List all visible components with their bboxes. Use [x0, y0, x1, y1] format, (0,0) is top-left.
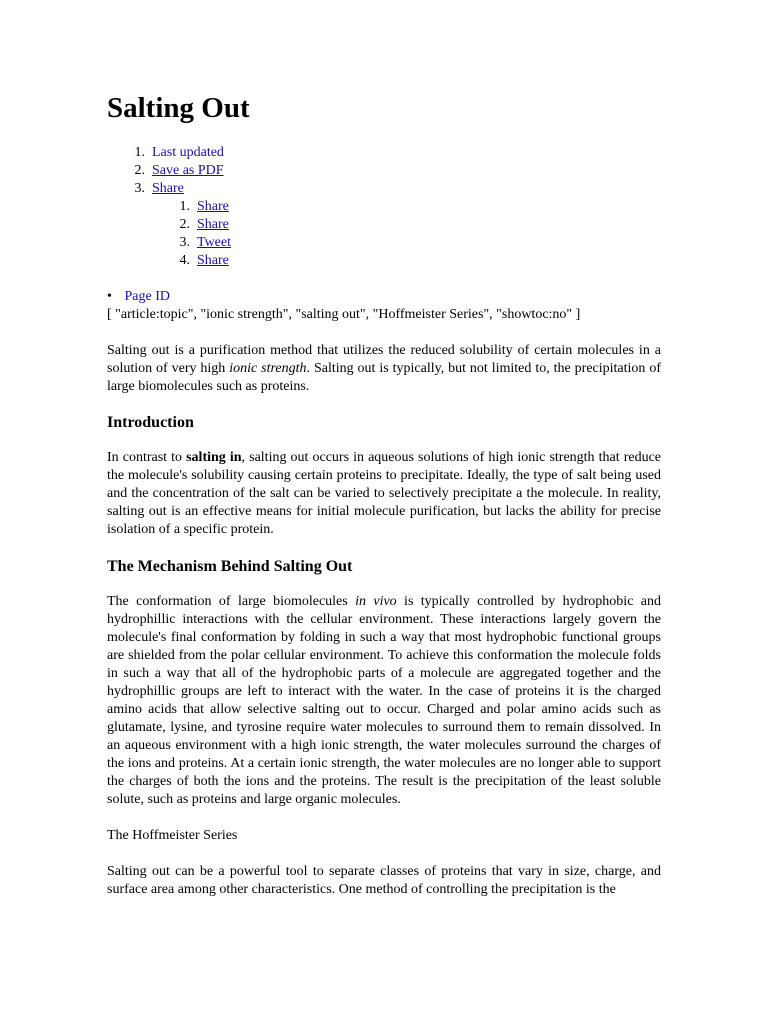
page-title: Salting Out — [107, 92, 250, 124]
bullet-icon: • — [107, 289, 112, 304]
hoffmeister-heading: The Hoffmeister Series — [107, 828, 238, 843]
introduction-paragraph — [107, 449, 661, 539]
article — [107, 90, 661, 899]
share-item — [107, 252, 661, 270]
toc-item-save-pdf — [107, 162, 661, 180]
save-as-pdf-link[interactable]: Save as PDF — [152, 163, 224, 178]
hoffmeister-paragraph: Salting out can be a powerful tool to separate classes of proteins that vary in size, charge, and surface area among other characteristics. One method of controlling the precipitation is the — [107, 864, 661, 897]
toc-number: 3. — [134, 181, 145, 196]
introduction-text-1: In contrast to — [107, 450, 187, 465]
intro-text-1: Salting out is a purification method that utilizes the reduced solubility of certain molecules in a solution of very high — [107, 343, 661, 376]
share-link-4[interactable]: Share — [197, 253, 229, 268]
mechanism-text-2: is typically controlled by hydrophobic and hydrophillic interactions with the cellular environment. These interactions largely govern the molecule's final conformation by folding in such a way that most hydrophobic functional groups are shielded from the polar cellular environment. To achieve this conformation the molecule folds in such a way that all of the hydrophobic parts of a molecule are aggregated together and the hydrophillic groups are left to interact with the water. In the case of proteins it is the charged amino acids that allow selective salting out to occur. Charged and polar amino acids such as glutamate, lysine, and tyrosine require water molecules to surround them to remain dissolved. In an aqueous environment with a high ionic strength, the water molecules surround the charges of the ions and proteins. At a certain ionic strength, the water molecules are no longer able to support the charges of both the ions and the proteins. The result is the precipitation of the least soluble solute, such as proteins and large organic molecules. — [107, 594, 661, 807]
toc-number: 1. — [179, 199, 190, 214]
mechanism-text-1: The conformation of large biomolecules — [107, 594, 356, 609]
share-item — [107, 234, 661, 252]
share-link-1[interactable]: Share — [197, 199, 229, 214]
page-id-link[interactable]: Page ID — [124, 289, 170, 304]
mechanism-heading: The Mechanism Behind Salting Out — [107, 558, 353, 575]
ionic-strength-term: ionic strength — [229, 361, 307, 376]
share-link-2[interactable]: Share — [197, 217, 229, 232]
salting-in-term: salting in — [186, 450, 242, 465]
in-vivo-term: in vivo — [355, 594, 397, 609]
toc-number: 1. — [134, 145, 145, 160]
introduction-text-2: , salting out occurs in aqueous solutions of high ionic strength that reduce the molecule's solubility causing certain proteins to precipitate. Ideally, the type of salt being used and the concentration of the salt can be varied to selectively precipitate a the molecule. In reality, salting out is an effective means for initial molecule purification, but lacks the ability for precise isolation of a specific protein. — [107, 450, 661, 537]
introduction-heading: Introduction — [107, 414, 194, 431]
intro-paragraph — [107, 342, 661, 396]
tags-line: [ "article:topic", "ionic strength", "salting out", "Hoffmeister Series", "showtoc:no" ] — [107, 307, 581, 322]
toc-item-last-updated — [107, 144, 661, 162]
mechanism-paragraph — [107, 593, 661, 809]
toc-number: 2. — [179, 217, 190, 232]
toc-number: 3. — [179, 235, 190, 250]
intro-text-2: . Salting out is typically, but not limited to, the precipitation of large biomolecules such as proteins. — [107, 361, 661, 394]
toc-number: 4. — [179, 253, 190, 268]
share-item — [107, 216, 661, 234]
tweet-link[interactable]: Tweet — [197, 235, 232, 250]
page-id-row — [107, 288, 661, 306]
share-menu-link[interactable]: Share — [152, 181, 184, 196]
toc-item-share — [107, 180, 661, 198]
share-item — [107, 198, 661, 216]
last-updated-link[interactable]: Last updated — [152, 145, 224, 160]
toc-list — [107, 144, 661, 270]
toc-number: 2. — [134, 163, 145, 178]
